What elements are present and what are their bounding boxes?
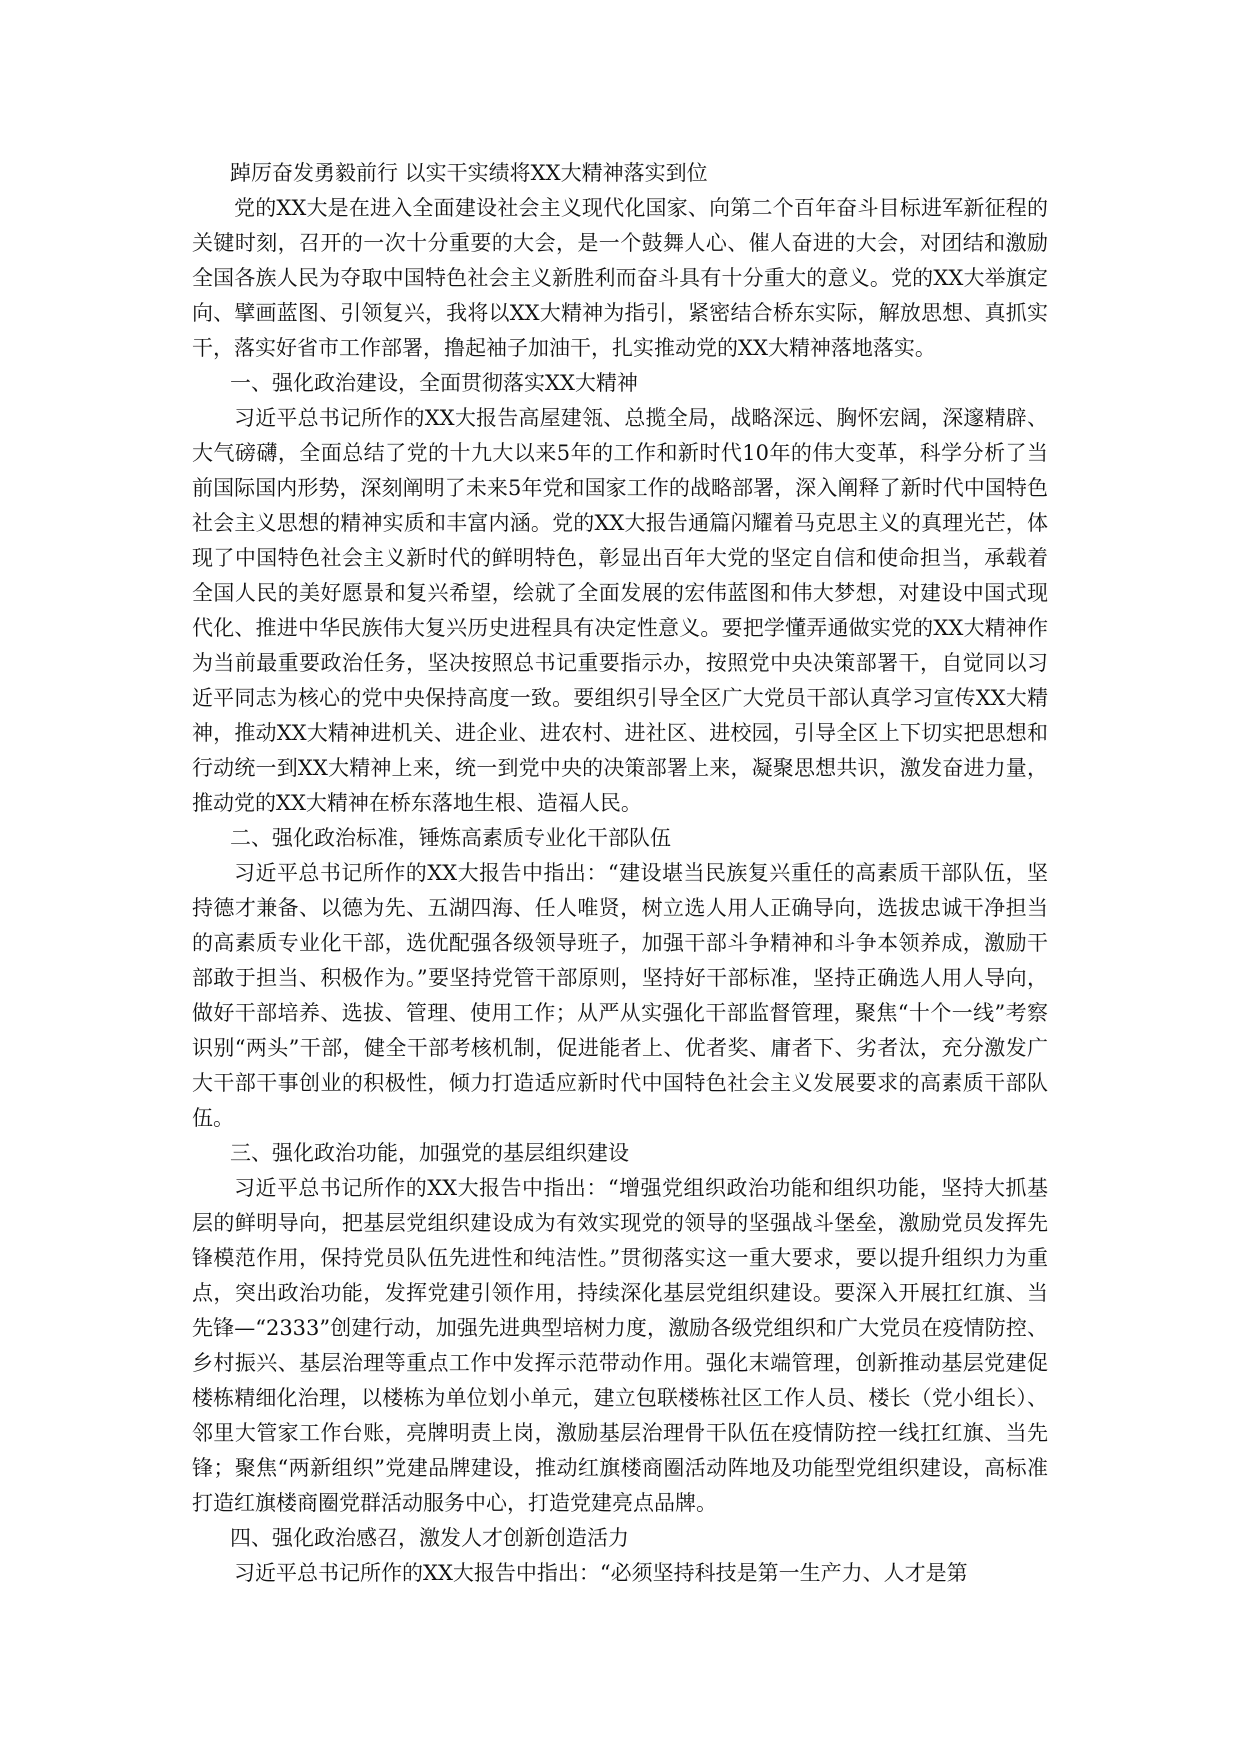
section-2-heading: 二、强化政治标准，锤炼高素质专业化干部队伍 xyxy=(230,826,671,850)
section-3-heading: 三、强化政治功能，加强党的基层组织建设 xyxy=(230,1141,629,1165)
document-title: 踔厉奋发勇毅前行 以实干实绩将XX大精神落实到位 xyxy=(230,161,708,185)
section-2-paragraph: 习近平总书记所作的XX大报告中指出：“建设堪当民族复兴重任的高素质干部队伍，坚持德才兼备、以德为先、五湖四海、任人唯贤，树立选人用人正确导向，选拔忠诚干净担当的高素质专业化干部，选优配强各级领导班子，加强干部斗争精神和斗争本领养成，激励干部敢于担当、积极作为。”要坚持党管干部原则，坚持好干部标准，坚持正确选人用人导向，做好干部培养、选拔、管理、使用工作；从严从实强化干部监督管理，聚焦“十个一线”考察识别“两头”干部，健全干部考核机制，促进能者上、优者奖、庸者下、劣者汰，充分激发广大干部干事创业的积极性，倾力打造适应新时代中国特色社会主义发展要求的高素质干部队伍。 xyxy=(192,861,1048,1130)
section-1-heading: 一、强化政治建设，全面贯彻落实XX大精神 xyxy=(230,371,638,395)
section-4-heading: 四、强化政治感召，激发人才创新创造活力 xyxy=(230,1526,629,1550)
intro-paragraph: 党的XX大是在进入全面建设社会主义现代化国家、向第二个百年奋斗目标进军新征程的关键时刻，召开的一次十分重要的大会，是一个鼓舞人心、催人奋进的大会，对团结和激励全国各族人民为夺取中国特色社会主义新胜利而奋斗具有十分重大的意义。党的XX大举旗定向、擘画蓝图、引领复兴，我将以XX大精神为指引，紧密结合桥东实际，解放思想、真抓实干，落实好省市工作部署，撸起袖子加油干，扎实推动党的XX大精神落地落实。 xyxy=(192,196,1048,360)
section-4-paragraph: 习近平总书记所作的XX大报告中指出：“必须坚持科技是第一生产力、人才是第 xyxy=(234,1561,968,1585)
section-1-paragraph: 习近平总书记所作的XX大报告高屋建瓴、总揽全局，战略深远、胸怀宏阔，深邃精辟、大气磅礴，全面总结了党的十九大以来5年的工作和新时代10年的伟大变革，科学分析了当前国际国内形势，深刻阐明了未来5年党和国家工作的战略部署，深入阐释了新时代中国特色社会主义思想的精神实质和丰富内涵。党的XX大报告通篇闪耀着马克思主义的真理光芒，体现了中国特色社会主义新时代的鲜明特色，彰显出百年大党的坚定自信和使命担当，承载着全国人民的美好愿景和复兴希望，绘就了全面发展的宏伟蓝图和伟大梦想，对建设中国式现代化、推进中华民族伟大复兴历史进程具有决定性意义。要把学懂弄通做实党的XX大精神作为当前最重要政治任务，坚决按照总书记重要指示办，按照党中央决策部署干，自觉同以习近平同志为核心的党中央保持高度一致。要组织引导全区广大党员干部认真学习宣传XX大精神，推动XX大精神进机关、进企业、进农村、进社区、进校园，引导全区上下切实把思想和行动统一到XX大精神上来，统一到党中央的决策部署上来，凝聚思想共识，激发奋进力量，推动党的XX大精神在桥东落地生根、造福人民。 xyxy=(192,406,1048,815)
section-3-paragraph: 习近平总书记所作的XX大报告中指出：“增强党组织政治功能和组织功能，坚持大抓基层的鲜明导向，把基层党组织建设成为有效实现党的领导的坚强战斗堡垒，激励党员发挥先锋模范作用，保持党员队伍先进性和纯洁性。”贯彻落实这一重大要求，要以提升组织力为重点，突出政治功能，发挥党建引领作用，持续深化基层党组织建设。要深入开展扛红旗、当先锋—“2333”创建行动，加强先进典型培树力度，激励各级党组织和广大党员在疫情防控、乡村振兴、基层治理等重点工作中发挥示范带动作用。强化末端管理，创新推动基层党建促楼栋精细化治理，以楼栋为单位划小单元，建立包联楼栋社区工作人员、楼长（党小组长）、邻里大管家工作台账，亮牌明责上岗，激励基层治理骨干队伍在疫情防控一线扛红旗、当先锋；聚焦“两新组织”党建品牌建设，推动红旗楼商圈活动阵地及功能型党组织建设，高标准打造红旗楼商圈党群活动服务中心，打造党建亮点品牌。 xyxy=(192,1176,1048,1515)
document-body xyxy=(192,156,1048,1591)
